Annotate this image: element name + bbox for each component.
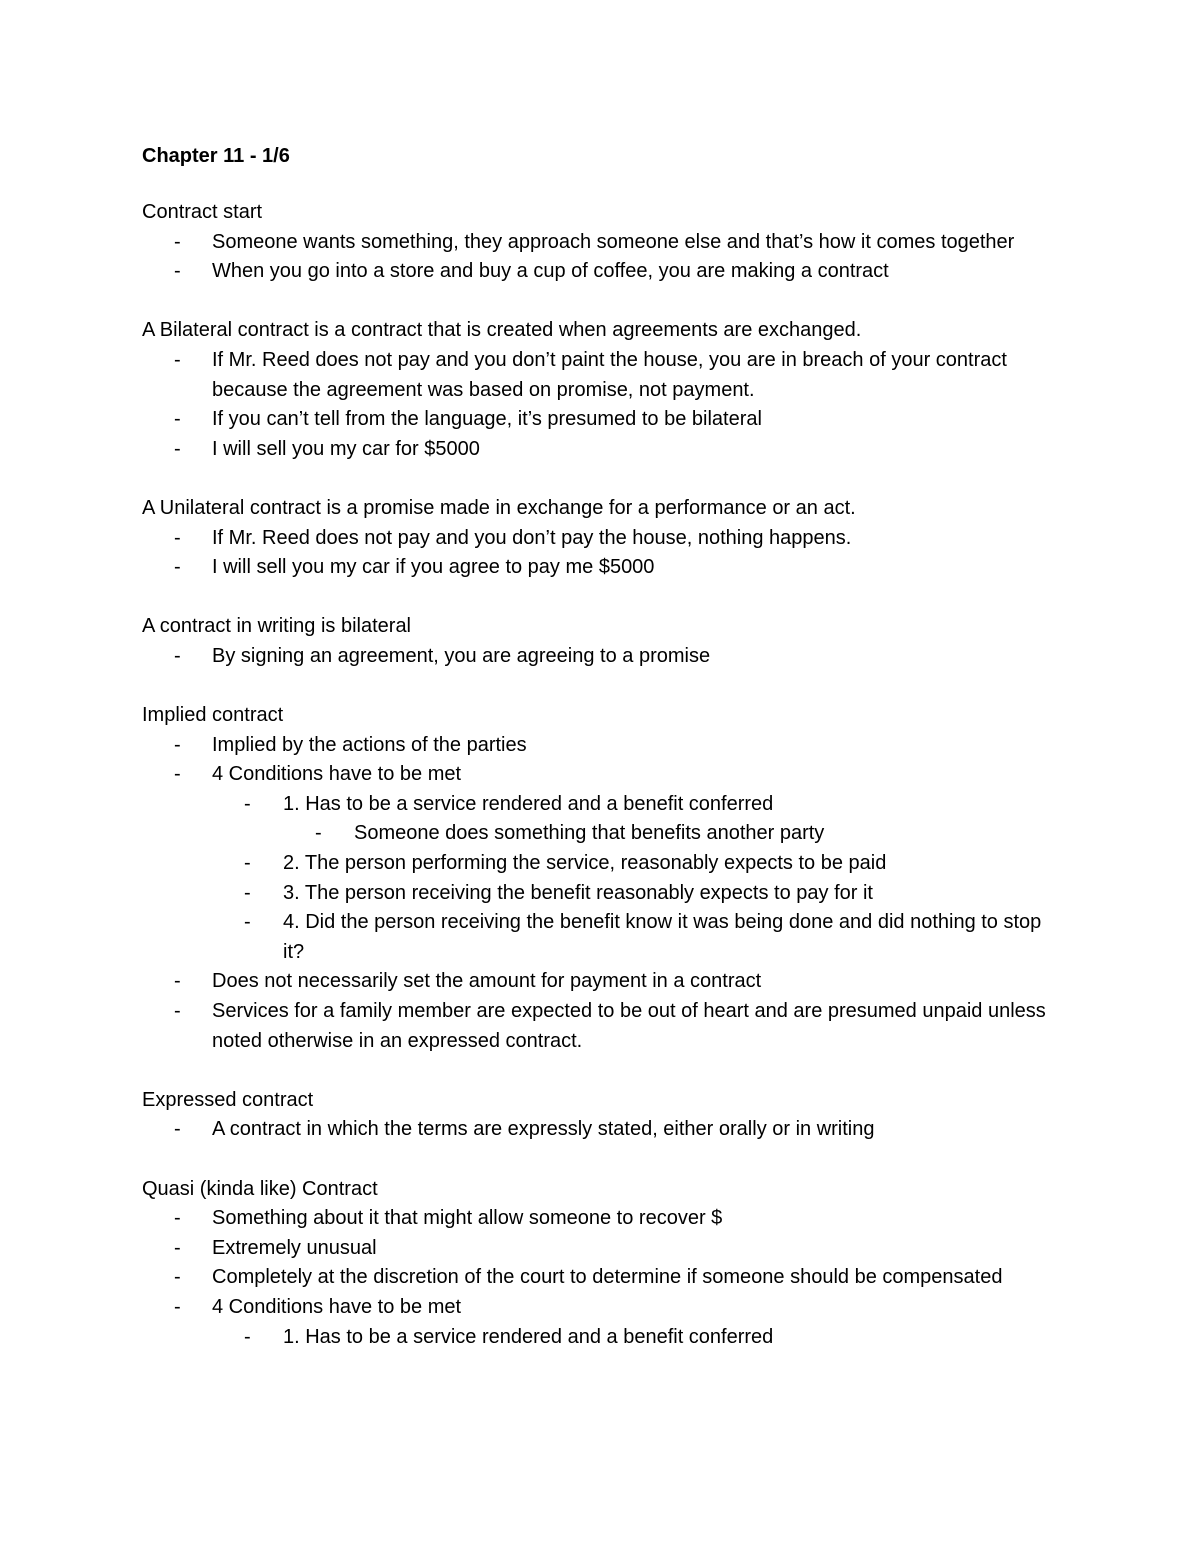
bullet-dash: - bbox=[174, 970, 181, 993]
list-item bbox=[142, 228, 1062, 258]
bullet-dash: - bbox=[174, 1266, 181, 1289]
document-body bbox=[142, 198, 1062, 1382]
bullet-dash: - bbox=[174, 230, 181, 253]
bullet-dash: - bbox=[174, 408, 181, 431]
list-item-text: 4. Did the person receiving the benefit know it was being done and did nothing to stop it? bbox=[283, 911, 1042, 963]
list-item bbox=[212, 879, 1062, 909]
list-item bbox=[212, 849, 1062, 879]
list-item bbox=[142, 760, 1062, 967]
list-item-text: Implied by the actions of the parties bbox=[212, 733, 527, 756]
list-item bbox=[142, 1234, 1062, 1264]
section-expressed bbox=[142, 1086, 1062, 1145]
bullet-dash: - bbox=[174, 733, 181, 756]
list-item bbox=[212, 908, 1062, 967]
condition-detail-list bbox=[283, 819, 1062, 849]
list-item-text: By signing an agreement, you are agreeing to a promise bbox=[212, 644, 711, 667]
list-item bbox=[142, 997, 1062, 1056]
list-item-text: If Mr. Reed does not pay and you don’t pay the house, nothing happens. bbox=[212, 526, 852, 549]
list-item-text: 4 Conditions have to be met bbox=[212, 763, 462, 786]
section-contract-start bbox=[142, 198, 1062, 287]
list-item-text: When you go into a store and buy a cup of coffee, you are making a contract bbox=[212, 260, 889, 283]
list-item-text: Extremely unusual bbox=[212, 1236, 377, 1259]
section-heading: A Bilateral contract is a contract that is created when agreements are exchanged. bbox=[142, 319, 862, 342]
list-item-text: I will sell you my car if you agree to pay me $5000 bbox=[212, 556, 655, 579]
bullet-dash: - bbox=[244, 1325, 251, 1348]
condition-list bbox=[212, 1323, 1062, 1353]
bullet-list bbox=[142, 1115, 1062, 1145]
bullet-dash: - bbox=[174, 1295, 181, 1318]
bullet-dash: - bbox=[174, 1118, 181, 1141]
list-item bbox=[283, 819, 1062, 849]
bullet-list bbox=[142, 228, 1062, 287]
bullet-dash: - bbox=[174, 437, 181, 460]
section-heading: Quasi (kinda like) Contract bbox=[142, 1177, 378, 1200]
list-item-text: Someone does something that benefits another party bbox=[354, 822, 825, 845]
list-item-text: 2. The person performing the service, reasonably expects to be paid bbox=[283, 852, 887, 875]
bullet-list bbox=[142, 642, 1062, 672]
section-heading: Contract start bbox=[142, 201, 263, 223]
bullet-dash: - bbox=[174, 1236, 181, 1259]
list-item-text: Someone wants something, they approach someone else and that’s how it comes together bbox=[212, 230, 1015, 253]
bullet-list bbox=[142, 1204, 1062, 1352]
section-heading: A Unilateral contract is a promise made in exchange for a performance or an act. bbox=[142, 496, 856, 519]
list-item bbox=[142, 642, 1062, 672]
list-item bbox=[212, 790, 1062, 849]
list-item bbox=[142, 967, 1062, 997]
list-item-text: 3. The person receiving the benefit reasonably expects to pay for it bbox=[283, 881, 873, 904]
list-item-text: 4 Conditions have to be met bbox=[212, 1295, 462, 1318]
section-quasi bbox=[142, 1175, 1062, 1353]
bullet-dash: - bbox=[174, 644, 181, 667]
bullet-dash: - bbox=[174, 260, 181, 283]
condition-list bbox=[212, 790, 1062, 968]
section-heading: Implied contract bbox=[142, 704, 284, 727]
list-item-text: If you can’t tell from the language, it’s presumed to be bilateral bbox=[212, 408, 762, 431]
section-writing bbox=[142, 612, 1062, 671]
bullet-dash: - bbox=[244, 911, 251, 934]
bullet-list bbox=[142, 731, 1062, 1057]
list-item bbox=[142, 1204, 1062, 1234]
bullet-dash: - bbox=[174, 1000, 181, 1023]
list-item bbox=[142, 346, 1062, 405]
section-implied bbox=[142, 701, 1062, 1056]
bullet-dash: - bbox=[244, 852, 251, 875]
bullet-dash: - bbox=[174, 763, 181, 786]
list-item-text: Completely at the discretion of the court to determine if someone should be compensated bbox=[212, 1266, 1003, 1289]
list-item-text: Does not necessarily set the amount for payment in a contract bbox=[212, 970, 762, 993]
list-item-text: 1. Has to be a service rendered and a benefit conferred bbox=[283, 792, 774, 815]
bullet-dash: - bbox=[244, 792, 251, 815]
bullet-list bbox=[142, 524, 1062, 583]
section-bilateral bbox=[142, 316, 1062, 464]
bullet-dash: - bbox=[244, 881, 251, 904]
bullet-list bbox=[142, 346, 1062, 464]
list-item bbox=[142, 1293, 1062, 1352]
list-item bbox=[142, 405, 1062, 435]
list-item bbox=[142, 1115, 1062, 1145]
section-heading: A contract in writing is bilateral bbox=[142, 615, 412, 638]
list-item bbox=[142, 524, 1062, 554]
bullet-dash: - bbox=[174, 348, 181, 371]
list-item bbox=[212, 1323, 1062, 1353]
list-item bbox=[142, 731, 1062, 761]
list-item bbox=[142, 435, 1062, 465]
list-item-text: Services for a family member are expected to be out of heart and are presumed unpaid unless noted otherwise in an expressed contract. bbox=[212, 1000, 1046, 1052]
list-item-text: Something about it that might allow someone to recover $ bbox=[212, 1207, 723, 1230]
list-item bbox=[142, 1263, 1062, 1293]
section-heading: Expressed contract bbox=[142, 1088, 314, 1111]
list-item bbox=[142, 553, 1062, 583]
bullet-dash: - bbox=[315, 822, 322, 845]
bullet-dash: - bbox=[174, 526, 181, 549]
bullet-dash: - bbox=[174, 556, 181, 579]
section-unilateral bbox=[142, 494, 1062, 583]
bullet-dash: - bbox=[174, 1207, 181, 1230]
list-item-text: 1. Has to be a service rendered and a benefit conferred bbox=[283, 1325, 774, 1348]
list-item-text: If Mr. Reed does not pay and you don’t paint the house, you are in breach of your contract because the agreement was based on promise, not payment. bbox=[212, 348, 1007, 401]
list-item bbox=[142, 257, 1062, 287]
list-item-text: A contract in which the terms are expressly stated, either orally or in writing bbox=[212, 1118, 875, 1141]
page-title: Chapter 11 - 1/6 bbox=[142, 145, 290, 167]
list-item-text: I will sell you my car for $5000 bbox=[212, 437, 480, 460]
